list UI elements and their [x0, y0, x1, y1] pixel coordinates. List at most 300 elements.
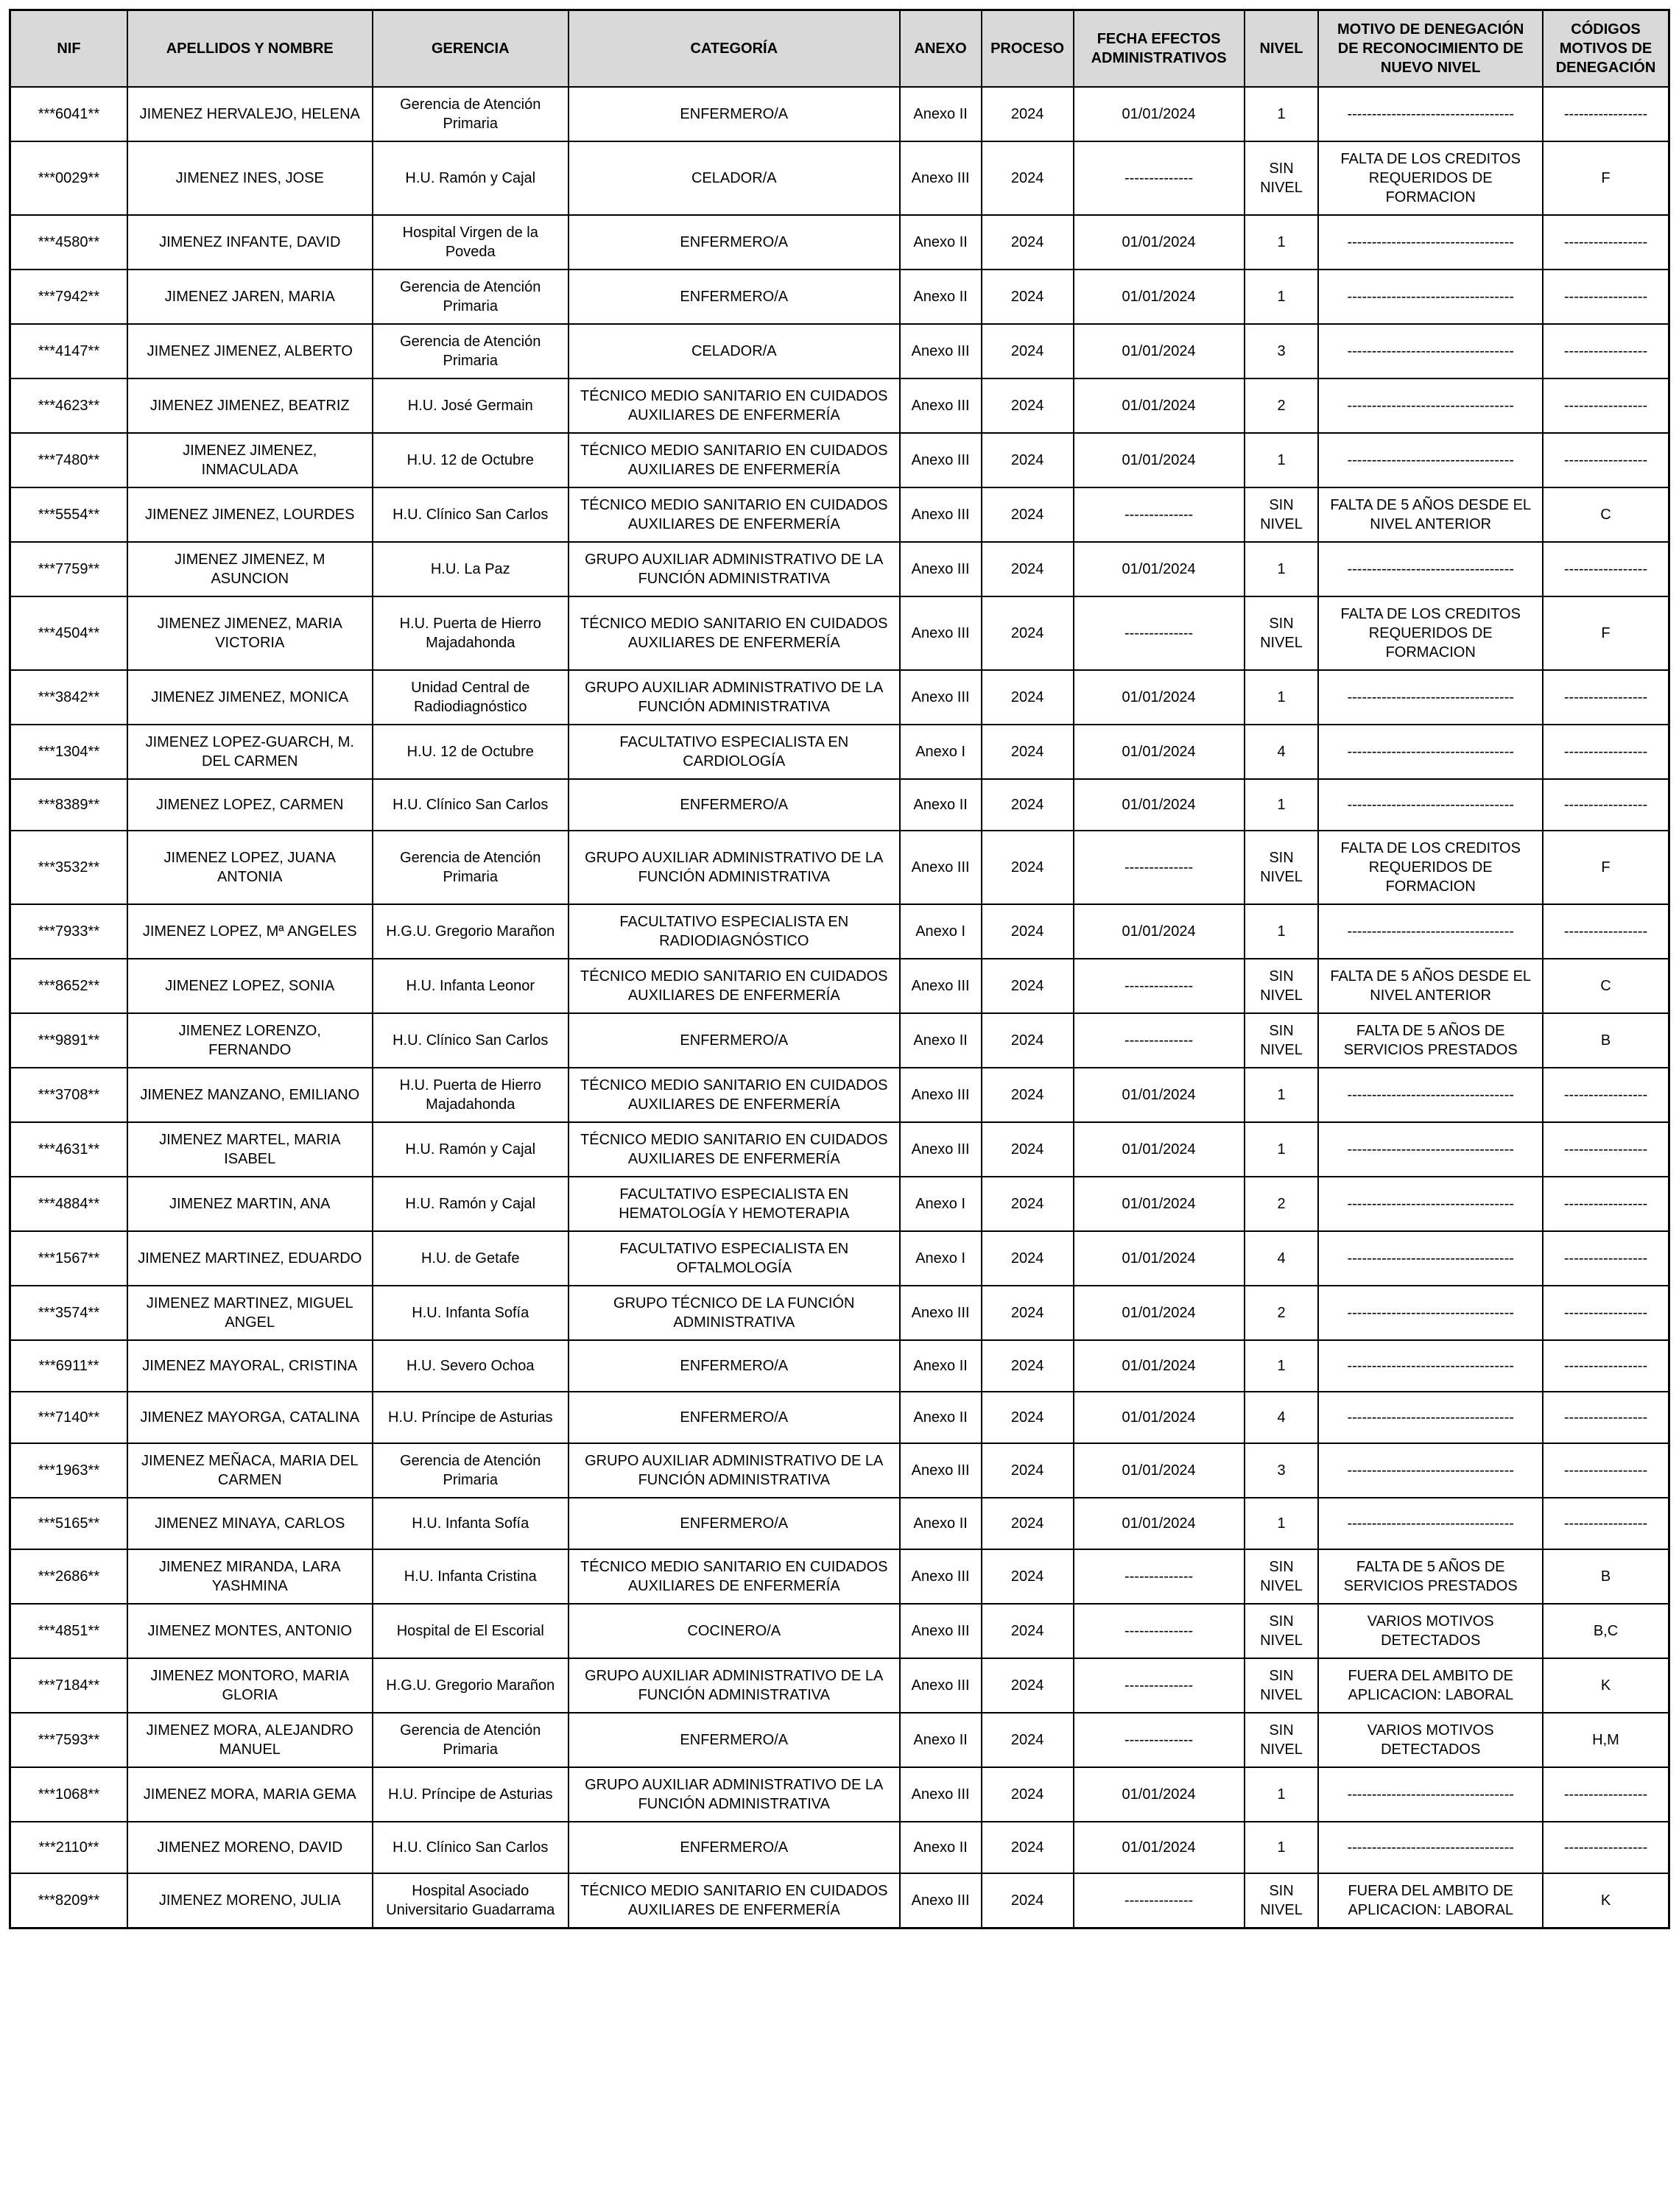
- cell-nivel: 1: [1245, 670, 1319, 725]
- column-header-categoria: CATEGORÍA: [569, 10, 900, 87]
- cell-gerencia: H.U. Infanta Cristina: [373, 1549, 569, 1604]
- table-row: [10, 1177, 1669, 1231]
- cell-fecha: 01/01/2024: [1074, 215, 1245, 270]
- table-row: [10, 959, 1669, 1013]
- cell-categoria: ENFERMERO/A: [569, 1713, 900, 1767]
- table-row: [10, 433, 1669, 487]
- cell-motivo: ----------------------------------: [1318, 1231, 1543, 1286]
- cell-categoria: GRUPO AUXILIAR ADMINISTRATIVO DE LA FUNCIÓN ADMINISTRATIVA: [569, 1443, 900, 1498]
- cell-proceso: 2024: [982, 542, 1074, 596]
- cell-categoria: GRUPO AUXILIAR ADMINISTRATIVO DE LA FUNCIÓN ADMINISTRATIVA: [569, 1658, 900, 1713]
- cell-nif: ***3532**: [10, 831, 127, 904]
- cell-proceso: 2024: [982, 831, 1074, 904]
- column-header-anexo: ANEXO: [900, 10, 982, 87]
- table-row: [10, 1767, 1669, 1822]
- cell-nivel: SIN NIVEL: [1245, 487, 1319, 542]
- cell-fecha: 01/01/2024: [1074, 1498, 1245, 1549]
- cell-nombre: JIMENEZ MANZANO, EMILIANO: [127, 1068, 373, 1122]
- cell-anexo: Anexo III: [900, 542, 982, 596]
- cell-fecha: 01/01/2024: [1074, 378, 1245, 433]
- cell-nif: ***3574**: [10, 1286, 127, 1340]
- table-row: [10, 324, 1669, 378]
- cell-gerencia: Unidad Central de Radiodiagnóstico: [373, 670, 569, 725]
- table-row: [10, 670, 1669, 725]
- cell-fecha: 01/01/2024: [1074, 1822, 1245, 1873]
- cell-fecha: --------------: [1074, 1013, 1245, 1068]
- cell-nivel: SIN NIVEL: [1245, 831, 1319, 904]
- cell-nivel: 1: [1245, 1498, 1319, 1549]
- cell-nombre: JIMENEZ MARTIN, ANA: [127, 1177, 373, 1231]
- cell-nivel: 1: [1245, 1767, 1319, 1822]
- cell-gerencia: H.U. Puerta de Hierro Majadahonda: [373, 1068, 569, 1122]
- cell-categoria: FACULTATIVO ESPECIALISTA EN HEMATOLOGÍA Y HEMOTERAPIA: [569, 1177, 900, 1231]
- cell-gerencia: Hospital Virgen de la Poveda: [373, 215, 569, 270]
- cell-motivo: FALTA DE 5 AÑOS DESDE EL NIVEL ANTERIOR: [1318, 959, 1543, 1013]
- cell-nif: ***7942**: [10, 270, 127, 324]
- cell-nombre: JIMENEZ JIMENEZ, BEATRIZ: [127, 378, 373, 433]
- cell-fecha: 01/01/2024: [1074, 1767, 1245, 1822]
- cell-codigos: -----------------: [1543, 725, 1669, 779]
- cell-gerencia: H.U. Infanta Sofía: [373, 1286, 569, 1340]
- cell-nombre: JIMENEZ MORENO, JULIA: [127, 1873, 373, 1929]
- table-row: [10, 1443, 1669, 1498]
- cell-anexo: Anexo II: [900, 1822, 982, 1873]
- cell-anexo: Anexo III: [900, 1658, 982, 1713]
- cell-anexo: Anexo III: [900, 596, 982, 670]
- cell-motivo: ----------------------------------: [1318, 1822, 1543, 1873]
- cell-nombre: JIMENEZ JIMENEZ, MARIA VICTORIA: [127, 596, 373, 670]
- cell-categoria: FACULTATIVO ESPECIALISTA EN RADIODIAGNÓSTICO: [569, 904, 900, 959]
- cell-nif: ***3842**: [10, 670, 127, 725]
- cell-nivel: SIN NIVEL: [1245, 141, 1319, 215]
- cell-categoria: ENFERMERO/A: [569, 87, 900, 141]
- cell-anexo: Anexo III: [900, 1122, 982, 1177]
- cell-categoria: TÉCNICO MEDIO SANITARIO EN CUIDADOS AUXILIARES DE ENFERMERÍA: [569, 959, 900, 1013]
- cell-nivel: 2: [1245, 1286, 1319, 1340]
- cell-proceso: 2024: [982, 1873, 1074, 1929]
- cell-codigos: H,M: [1543, 1713, 1669, 1767]
- cell-categoria: FACULTATIVO ESPECIALISTA EN CARDIOLOGÍA: [569, 725, 900, 779]
- cell-nombre: JIMENEZ MINAYA, CARLOS: [127, 1498, 373, 1549]
- cell-categoria: GRUPO AUXILIAR ADMINISTRATIVO DE LA FUNCIÓN ADMINISTRATIVA: [569, 670, 900, 725]
- cell-nombre: JIMENEZ JIMENEZ, MONICA: [127, 670, 373, 725]
- cell-codigos: F: [1543, 141, 1669, 215]
- cell-proceso: 2024: [982, 1498, 1074, 1549]
- cell-fecha: --------------: [1074, 1549, 1245, 1604]
- cell-motivo: ----------------------------------: [1318, 1286, 1543, 1340]
- cell-categoria: TÉCNICO MEDIO SANITARIO EN CUIDADOS AUXILIARES DE ENFERMERÍA: [569, 1873, 900, 1929]
- table-row: [10, 87, 1669, 141]
- cell-codigos: -----------------: [1543, 1231, 1669, 1286]
- cell-gerencia: H.U. Príncipe de Asturias: [373, 1392, 569, 1443]
- cell-codigos: B: [1543, 1013, 1669, 1068]
- table-header-row: [10, 10, 1669, 87]
- cell-nivel: 4: [1245, 725, 1319, 779]
- cell-motivo: ----------------------------------: [1318, 904, 1543, 959]
- table-head: [10, 10, 1669, 87]
- cell-nombre: JIMENEZ MEÑACA, MARIA DEL CARMEN: [127, 1443, 373, 1498]
- table-row: [10, 1013, 1669, 1068]
- cell-gerencia: Gerencia de Atención Primaria: [373, 324, 569, 378]
- cell-motivo: FALTA DE 5 AÑOS DE SERVICIOS PRESTADOS: [1318, 1013, 1543, 1068]
- cell-proceso: 2024: [982, 1340, 1074, 1392]
- cell-nif: ***8652**: [10, 959, 127, 1013]
- cell-categoria: TÉCNICO MEDIO SANITARIO EN CUIDADOS AUXILIARES DE ENFERMERÍA: [569, 487, 900, 542]
- cell-motivo: VARIOS MOTIVOS DETECTADOS: [1318, 1604, 1543, 1658]
- column-header-nif: NIF: [10, 10, 127, 87]
- cell-gerencia: Gerencia de Atención Primaria: [373, 1443, 569, 1498]
- cell-proceso: 2024: [982, 270, 1074, 324]
- cell-proceso: 2024: [982, 215, 1074, 270]
- table-row: [10, 1549, 1669, 1604]
- cell-motivo: ----------------------------------: [1318, 1392, 1543, 1443]
- personnel-table: [9, 9, 1670, 1929]
- table-row: [10, 141, 1669, 215]
- cell-anexo: Anexo I: [900, 1231, 982, 1286]
- cell-nif: ***8209**: [10, 1873, 127, 1929]
- cell-fecha: 01/01/2024: [1074, 1443, 1245, 1498]
- cell-nif: ***7140**: [10, 1392, 127, 1443]
- table-row: [10, 1340, 1669, 1392]
- table-row: [10, 487, 1669, 542]
- cell-fecha: 01/01/2024: [1074, 1177, 1245, 1231]
- cell-proceso: 2024: [982, 87, 1074, 141]
- cell-proceso: 2024: [982, 779, 1074, 831]
- cell-nivel: 1: [1245, 779, 1319, 831]
- cell-gerencia: H.U. Clínico San Carlos: [373, 1013, 569, 1068]
- cell-nombre: JIMENEZ MARTEL, MARIA ISABEL: [127, 1122, 373, 1177]
- cell-anexo: Anexo III: [900, 1873, 982, 1929]
- cell-fecha: 01/01/2024: [1074, 1340, 1245, 1392]
- cell-anexo: Anexo II: [900, 1013, 982, 1068]
- column-header-nivel: NIVEL: [1245, 10, 1319, 87]
- cell-categoria: TÉCNICO MEDIO SANITARIO EN CUIDADOS AUXILIARES DE ENFERMERÍA: [569, 596, 900, 670]
- cell-categoria: GRUPO AUXILIAR ADMINISTRATIVO DE LA FUNCIÓN ADMINISTRATIVA: [569, 1767, 900, 1822]
- cell-categoria: CELADOR/A: [569, 141, 900, 215]
- cell-codigos: -----------------: [1543, 542, 1669, 596]
- cell-anexo: Anexo I: [900, 904, 982, 959]
- cell-codigos: F: [1543, 596, 1669, 670]
- cell-nivel: SIN NIVEL: [1245, 1549, 1319, 1604]
- cell-nif: ***7759**: [10, 542, 127, 596]
- cell-proceso: 2024: [982, 959, 1074, 1013]
- cell-proceso: 2024: [982, 670, 1074, 725]
- cell-nivel: 1: [1245, 1340, 1319, 1392]
- cell-gerencia: Gerencia de Atención Primaria: [373, 1713, 569, 1767]
- cell-codigos: -----------------: [1543, 1068, 1669, 1122]
- cell-proceso: 2024: [982, 433, 1074, 487]
- cell-categoria: TÉCNICO MEDIO SANITARIO EN CUIDADOS AUXILIARES DE ENFERMERÍA: [569, 1122, 900, 1177]
- cell-nombre: JIMENEZ LORENZO, FERNANDO: [127, 1013, 373, 1068]
- cell-gerencia: H.U. Puerta de Hierro Majadahonda: [373, 596, 569, 670]
- cell-proceso: 2024: [982, 596, 1074, 670]
- cell-nivel: 1: [1245, 215, 1319, 270]
- cell-codigos: -----------------: [1543, 1392, 1669, 1443]
- cell-anexo: Anexo III: [900, 1068, 982, 1122]
- cell-motivo: ----------------------------------: [1318, 270, 1543, 324]
- cell-motivo: ----------------------------------: [1318, 1340, 1543, 1392]
- cell-anexo: Anexo II: [900, 1713, 982, 1767]
- cell-proceso: 2024: [982, 1767, 1074, 1822]
- cell-nombre: JIMENEZ MAYORGA, CATALINA: [127, 1392, 373, 1443]
- table-row: [10, 1122, 1669, 1177]
- cell-motivo: ----------------------------------: [1318, 779, 1543, 831]
- cell-anexo: Anexo II: [900, 270, 982, 324]
- cell-motivo: FALTA DE 5 AÑOS DESDE EL NIVEL ANTERIOR: [1318, 487, 1543, 542]
- table-row: [10, 1286, 1669, 1340]
- cell-fecha: --------------: [1074, 141, 1245, 215]
- cell-nivel: 3: [1245, 324, 1319, 378]
- cell-gerencia: H.U. Príncipe de Asturias: [373, 1767, 569, 1822]
- table-row: [10, 1498, 1669, 1549]
- cell-motivo: FUERA DEL AMBITO DE APLICACION: LABORAL: [1318, 1873, 1543, 1929]
- cell-nif: ***6041**: [10, 87, 127, 141]
- cell-anexo: Anexo II: [900, 779, 982, 831]
- cell-codigos: K: [1543, 1873, 1669, 1929]
- cell-anexo: Anexo II: [900, 1498, 982, 1549]
- cell-gerencia: H.U. José Germain: [373, 378, 569, 433]
- cell-proceso: 2024: [982, 324, 1074, 378]
- cell-motivo: ----------------------------------: [1318, 87, 1543, 141]
- table-row: [10, 1873, 1669, 1929]
- cell-nivel: 2: [1245, 1177, 1319, 1231]
- cell-codigos: -----------------: [1543, 779, 1669, 831]
- cell-codigos: -----------------: [1543, 270, 1669, 324]
- cell-nombre: JIMENEZ MONTES, ANTONIO: [127, 1604, 373, 1658]
- cell-fecha: --------------: [1074, 487, 1245, 542]
- cell-fecha: 01/01/2024: [1074, 542, 1245, 596]
- cell-proceso: 2024: [982, 1443, 1074, 1498]
- cell-motivo: ----------------------------------: [1318, 215, 1543, 270]
- cell-nombre: JIMENEZ JAREN, MARIA: [127, 270, 373, 324]
- cell-nivel: 1: [1245, 1122, 1319, 1177]
- cell-motivo: ----------------------------------: [1318, 1122, 1543, 1177]
- table-row: [10, 1068, 1669, 1122]
- cell-nif: ***4623**: [10, 378, 127, 433]
- cell-categoria: ENFERMERO/A: [569, 1392, 900, 1443]
- column-header-motivo: MOTIVO DE DENEGACIÓN DE RECONOCIMIENTO DE NUEVO NIVEL: [1318, 10, 1543, 87]
- cell-proceso: 2024: [982, 1177, 1074, 1231]
- cell-nif: ***2110**: [10, 1822, 127, 1873]
- cell-anexo: Anexo III: [900, 1286, 982, 1340]
- cell-gerencia: Hospital Asociado Universitario Guadarrama: [373, 1873, 569, 1929]
- cell-nivel: 1: [1245, 270, 1319, 324]
- cell-nif: ***2686**: [10, 1549, 127, 1604]
- cell-motivo: ----------------------------------: [1318, 1767, 1543, 1822]
- cell-fecha: 01/01/2024: [1074, 1122, 1245, 1177]
- cell-proceso: 2024: [982, 1713, 1074, 1767]
- cell-proceso: 2024: [982, 1122, 1074, 1177]
- cell-fecha: 01/01/2024: [1074, 433, 1245, 487]
- cell-nivel: SIN NIVEL: [1245, 1604, 1319, 1658]
- cell-categoria: ENFERMERO/A: [569, 779, 900, 831]
- cell-nombre: JIMENEZ JIMENEZ, M ASUNCION: [127, 542, 373, 596]
- cell-motivo: ----------------------------------: [1318, 542, 1543, 596]
- cell-gerencia: H.U. Infanta Sofía: [373, 1498, 569, 1549]
- cell-fecha: --------------: [1074, 1604, 1245, 1658]
- cell-fecha: 01/01/2024: [1074, 1286, 1245, 1340]
- cell-gerencia: H.U. Ramón y Cajal: [373, 1122, 569, 1177]
- cell-nombre: JIMENEZ MONTORO, MARIA GLORIA: [127, 1658, 373, 1713]
- cell-codigos: -----------------: [1543, 1767, 1669, 1822]
- cell-gerencia: H.U. Clínico San Carlos: [373, 487, 569, 542]
- cell-gerencia: Gerencia de Atención Primaria: [373, 831, 569, 904]
- cell-fecha: 01/01/2024: [1074, 725, 1245, 779]
- cell-codigos: -----------------: [1543, 1286, 1669, 1340]
- table-row: [10, 1231, 1669, 1286]
- cell-proceso: 2024: [982, 1068, 1074, 1122]
- cell-fecha: --------------: [1074, 596, 1245, 670]
- cell-nif: ***3708**: [10, 1068, 127, 1122]
- cell-nivel: 1: [1245, 87, 1319, 141]
- cell-nombre: JIMENEZ LOPEZ, CARMEN: [127, 779, 373, 831]
- cell-proceso: 2024: [982, 1013, 1074, 1068]
- table-row: [10, 270, 1669, 324]
- cell-gerencia: Hospital de El Escorial: [373, 1604, 569, 1658]
- cell-categoria: TÉCNICO MEDIO SANITARIO EN CUIDADOS AUXILIARES DE ENFERMERÍA: [569, 378, 900, 433]
- cell-gerencia: H.U. de Getafe: [373, 1231, 569, 1286]
- cell-codigos: -----------------: [1543, 1498, 1669, 1549]
- cell-nombre: JIMENEZ LOPEZ, SONIA: [127, 959, 373, 1013]
- table-row: [10, 1392, 1669, 1443]
- cell-anexo: Anexo III: [900, 670, 982, 725]
- cell-fecha: 01/01/2024: [1074, 1231, 1245, 1286]
- cell-nombre: JIMENEZ LOPEZ, JUANA ANTONIA: [127, 831, 373, 904]
- cell-gerencia: Gerencia de Atención Primaria: [373, 87, 569, 141]
- cell-codigos: C: [1543, 487, 1669, 542]
- cell-nif: ***4631**: [10, 1122, 127, 1177]
- cell-anexo: Anexo III: [900, 1549, 982, 1604]
- cell-gerencia: H.U. 12 de Octubre: [373, 725, 569, 779]
- cell-anexo: Anexo III: [900, 433, 982, 487]
- cell-nif: ***6911**: [10, 1340, 127, 1392]
- cell-nombre: JIMENEZ MAYORAL, CRISTINA: [127, 1340, 373, 1392]
- cell-proceso: 2024: [982, 487, 1074, 542]
- cell-codigos: C: [1543, 959, 1669, 1013]
- cell-nombre: JIMENEZ INFANTE, DAVID: [127, 215, 373, 270]
- table-row: [10, 1604, 1669, 1658]
- cell-nivel: 1: [1245, 433, 1319, 487]
- cell-anexo: Anexo III: [900, 487, 982, 542]
- cell-categoria: GRUPO AUXILIAR ADMINISTRATIVO DE LA FUNCIÓN ADMINISTRATIVA: [569, 831, 900, 904]
- cell-nivel: SIN NIVEL: [1245, 959, 1319, 1013]
- cell-motivo: ----------------------------------: [1318, 378, 1543, 433]
- table-row: [10, 215, 1669, 270]
- cell-anexo: Anexo III: [900, 378, 982, 433]
- cell-codigos: K: [1543, 1658, 1669, 1713]
- cell-nivel: SIN NIVEL: [1245, 1713, 1319, 1767]
- cell-categoria: ENFERMERO/A: [569, 1340, 900, 1392]
- table-row: [10, 904, 1669, 959]
- cell-nif: ***0029**: [10, 141, 127, 215]
- cell-gerencia: H.U. Severo Ochoa: [373, 1340, 569, 1392]
- cell-fecha: 01/01/2024: [1074, 87, 1245, 141]
- cell-nombre: JIMENEZ MORENO, DAVID: [127, 1822, 373, 1873]
- cell-categoria: ENFERMERO/A: [569, 1498, 900, 1549]
- cell-categoria: ENFERMERO/A: [569, 270, 900, 324]
- cell-nivel: 3: [1245, 1443, 1319, 1498]
- cell-nombre: JIMENEZ JIMENEZ, ALBERTO: [127, 324, 373, 378]
- cell-codigos: -----------------: [1543, 324, 1669, 378]
- cell-codigos: -----------------: [1543, 1443, 1669, 1498]
- cell-anexo: Anexo III: [900, 1604, 982, 1658]
- cell-nif: ***1304**: [10, 725, 127, 779]
- cell-proceso: 2024: [982, 1822, 1074, 1873]
- cell-motivo: VARIOS MOTIVOS DETECTADOS: [1318, 1713, 1543, 1767]
- cell-motivo: ----------------------------------: [1318, 670, 1543, 725]
- cell-codigos: -----------------: [1543, 1122, 1669, 1177]
- table-row: [10, 1658, 1669, 1713]
- column-header-nombre: APELLIDOS Y NOMBRE: [127, 10, 373, 87]
- cell-proceso: 2024: [982, 1604, 1074, 1658]
- cell-fecha: 01/01/2024: [1074, 670, 1245, 725]
- cell-motivo: ----------------------------------: [1318, 725, 1543, 779]
- cell-motivo: ----------------------------------: [1318, 1177, 1543, 1231]
- table-row: [10, 1822, 1669, 1873]
- cell-nif: ***4147**: [10, 324, 127, 378]
- table-row: [10, 1713, 1669, 1767]
- cell-fecha: 01/01/2024: [1074, 1068, 1245, 1122]
- cell-gerencia: H.U. La Paz: [373, 542, 569, 596]
- cell-nif: ***1068**: [10, 1767, 127, 1822]
- cell-anexo: Anexo III: [900, 1443, 982, 1498]
- cell-nombre: JIMENEZ MARTINEZ, EDUARDO: [127, 1231, 373, 1286]
- cell-codigos: -----------------: [1543, 670, 1669, 725]
- cell-gerencia: H.U. Clínico San Carlos: [373, 779, 569, 831]
- cell-codigos: -----------------: [1543, 433, 1669, 487]
- cell-anexo: Anexo II: [900, 1392, 982, 1443]
- cell-proceso: 2024: [982, 1549, 1074, 1604]
- table-row: [10, 378, 1669, 433]
- column-header-proceso: PROCESO: [982, 10, 1074, 87]
- cell-fecha: --------------: [1074, 1658, 1245, 1713]
- cell-proceso: 2024: [982, 1392, 1074, 1443]
- cell-motivo: FALTA DE 5 AÑOS DE SERVICIOS PRESTADOS: [1318, 1549, 1543, 1604]
- cell-motivo: FALTA DE LOS CREDITOS REQUERIDOS DE FORMACION: [1318, 141, 1543, 215]
- cell-gerencia: H.G.U. Gregorio Marañon: [373, 1658, 569, 1713]
- cell-proceso: 2024: [982, 141, 1074, 215]
- cell-anexo: Anexo I: [900, 725, 982, 779]
- cell-nivel: 1: [1245, 1822, 1319, 1873]
- cell-gerencia: H.U. Infanta Leonor: [373, 959, 569, 1013]
- cell-gerencia: H.U. Ramón y Cajal: [373, 141, 569, 215]
- cell-nivel: 1: [1245, 542, 1319, 596]
- cell-categoria: CELADOR/A: [569, 324, 900, 378]
- cell-nif: ***7933**: [10, 904, 127, 959]
- cell-anexo: Anexo III: [900, 831, 982, 904]
- cell-proceso: 2024: [982, 1231, 1074, 1286]
- cell-fecha: 01/01/2024: [1074, 324, 1245, 378]
- cell-motivo: ----------------------------------: [1318, 1068, 1543, 1122]
- cell-categoria: TÉCNICO MEDIO SANITARIO EN CUIDADOS AUXILIARES DE ENFERMERÍA: [569, 433, 900, 487]
- cell-codigos: B: [1543, 1549, 1669, 1604]
- cell-anexo: Anexo III: [900, 141, 982, 215]
- cell-codigos: B,C: [1543, 1604, 1669, 1658]
- cell-nombre: JIMENEZ MORA, ALEJANDRO MANUEL: [127, 1713, 373, 1767]
- cell-fecha: 01/01/2024: [1074, 1392, 1245, 1443]
- cell-nombre: JIMENEZ JIMENEZ, INMACULADA: [127, 433, 373, 487]
- cell-categoria: ENFERMERO/A: [569, 1822, 900, 1873]
- cell-fecha: --------------: [1074, 959, 1245, 1013]
- cell-motivo: ----------------------------------: [1318, 1498, 1543, 1549]
- cell-proceso: 2024: [982, 1286, 1074, 1340]
- cell-proceso: 2024: [982, 378, 1074, 433]
- cell-proceso: 2024: [982, 725, 1074, 779]
- cell-anexo: Anexo II: [900, 1340, 982, 1392]
- cell-categoria: TÉCNICO MEDIO SANITARIO EN CUIDADOS AUXILIARES DE ENFERMERÍA: [569, 1549, 900, 1604]
- cell-gerencia: H.U. Ramón y Cajal: [373, 1177, 569, 1231]
- cell-fecha: 01/01/2024: [1074, 779, 1245, 831]
